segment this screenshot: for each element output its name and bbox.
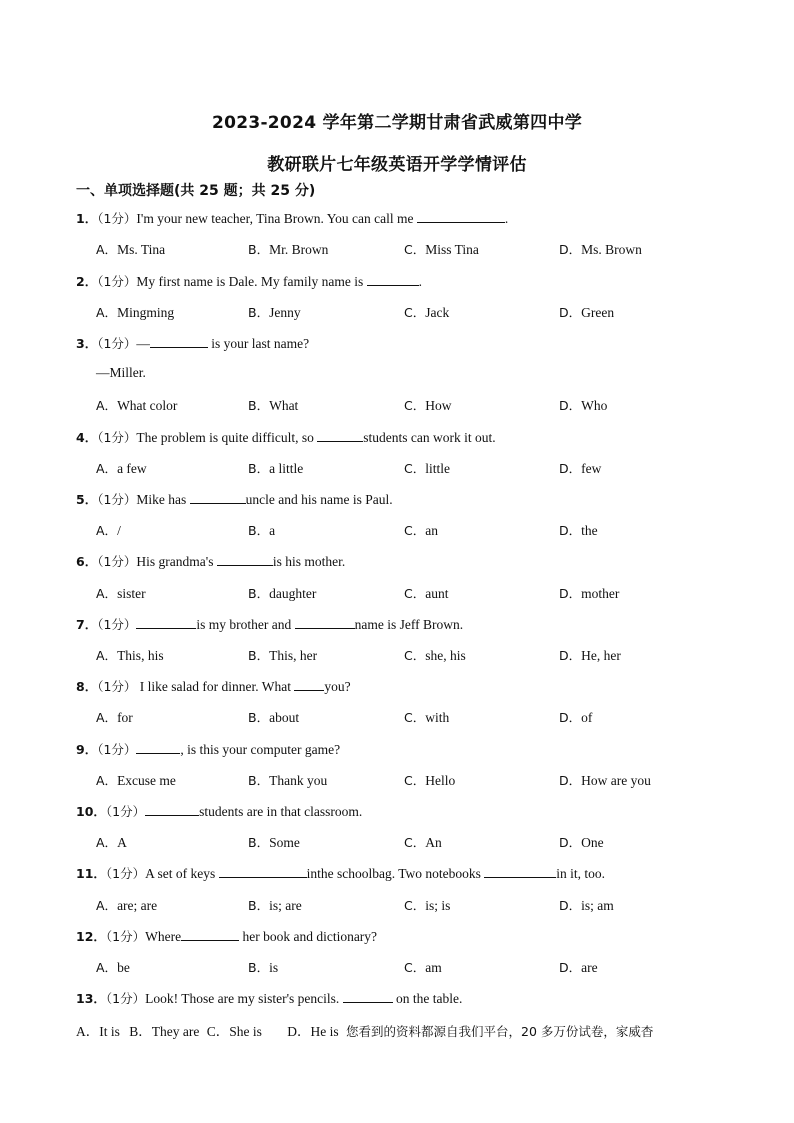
- answer-blank: [136, 616, 196, 629]
- answer-blank: [181, 928, 239, 941]
- option-text: What: [269, 398, 299, 413]
- option-d[interactable]: [559, 396, 607, 414]
- option-letter: C．: [404, 398, 426, 413]
- option-a[interactable]: [96, 771, 176, 789]
- option-letter: A．: [96, 773, 118, 788]
- option-text: a few: [117, 461, 147, 476]
- option-b[interactable]: [248, 303, 301, 321]
- option-text: This, her: [269, 648, 318, 663]
- option-letter: C．: [404, 461, 426, 476]
- question-text: Look! Those are my sister's pencils.: [145, 991, 343, 1006]
- option-letter: D．: [559, 398, 582, 413]
- option-a[interactable]: [96, 459, 147, 477]
- question-number: 11．: [76, 866, 106, 881]
- option-letter: B．: [248, 773, 270, 788]
- question-12: [76, 927, 377, 945]
- option-text: be: [117, 960, 130, 975]
- answer-blank: [295, 616, 355, 629]
- question-number: 12．: [76, 929, 106, 944]
- option-text: What color: [117, 398, 178, 413]
- option-text: little: [425, 461, 450, 476]
- option-b[interactable]: [248, 396, 298, 414]
- option-text: Hello: [425, 773, 456, 788]
- option-a[interactable]: [96, 646, 164, 664]
- answer-blank: [343, 990, 393, 1003]
- question-text: name is Jeff Brown.: [354, 617, 464, 632]
- question-6: [76, 552, 345, 570]
- option-letter: B．: [248, 586, 270, 601]
- option-text: Thank you: [269, 773, 328, 788]
- question-score: （1分）: [97, 554, 137, 569]
- option-text: Green: [581, 305, 615, 320]
- option-text: He is: [310, 1024, 339, 1039]
- option-c[interactable]: [404, 646, 466, 664]
- question-number: 2．: [76, 274, 98, 289]
- answer-blank: [145, 803, 199, 816]
- option-text: It is: [99, 1024, 120, 1039]
- option-letter: A．: [96, 648, 118, 663]
- option-letter: A．: [76, 1024, 100, 1039]
- option-letter: C．: [404, 710, 426, 725]
- exam-title-line2: 教研联片七年级英语开学学情评估: [267, 155, 527, 175]
- question-4: [76, 428, 496, 446]
- question-text: inthe schoolbag. Two notebooks: [306, 866, 485, 881]
- option-letter: C．: [404, 773, 426, 788]
- option-text: mother: [581, 586, 620, 601]
- question-text: in it, too.: [556, 866, 606, 881]
- option-text: Excuse me: [117, 773, 176, 788]
- option-a[interactable]: [96, 833, 127, 851]
- option-letter: D．: [559, 960, 582, 975]
- option-b[interactable]: [248, 771, 327, 789]
- question-5: [76, 490, 393, 508]
- question-9: [76, 740, 340, 758]
- option-letter: B．: [248, 960, 270, 975]
- option-a[interactable]: [96, 896, 157, 914]
- question-number: 10．: [76, 804, 106, 819]
- option-b[interactable]: [248, 240, 328, 258]
- question-3: [76, 334, 309, 352]
- option-letter: D．: [559, 710, 582, 725]
- option-c[interactable]: [404, 896, 450, 914]
- option-letter: C．: [404, 242, 426, 257]
- question-text: on the table.: [392, 991, 463, 1006]
- option-b[interactable]: [248, 521, 275, 539]
- answer-blank: [294, 678, 324, 691]
- question-text: The problem is quite difficult, so: [136, 430, 318, 445]
- option-letter: B．: [248, 523, 270, 538]
- option-letter: A．: [96, 710, 118, 725]
- option-text: A: [117, 835, 127, 850]
- option-text: with: [425, 710, 450, 725]
- option-text: She is: [229, 1024, 262, 1039]
- question-score: （1分）: [97, 430, 137, 445]
- question-number: 6．: [76, 554, 98, 569]
- option-b[interactable]: [248, 646, 317, 664]
- option-c[interactable]: [404, 240, 479, 258]
- question-1: [76, 209, 508, 227]
- question-text: My first name is Dale. My family name is: [136, 274, 367, 289]
- option-text: is: [269, 960, 279, 975]
- option-letter: A．: [96, 586, 118, 601]
- answer-blank: [484, 865, 556, 878]
- option-text: Miss Tina: [425, 242, 479, 257]
- question-score: （1分）: [97, 617, 137, 632]
- option-letter: D．: [559, 305, 582, 320]
- question-text: A set of keys: [145, 866, 219, 881]
- option-d[interactable]: [559, 521, 598, 539]
- option-text: about: [269, 710, 300, 725]
- question-13: [76, 989, 462, 1007]
- option-letter: B．: [248, 898, 270, 913]
- option-letter: C．: [404, 648, 426, 663]
- option-letter: B．: [248, 648, 270, 663]
- option-letter: B．: [248, 461, 270, 476]
- question-2: [76, 272, 422, 290]
- question-text: students are in that classroom.: [199, 804, 363, 819]
- option-letter: A．: [96, 523, 118, 538]
- option-text: she, his: [425, 648, 466, 663]
- option-b[interactable]: [248, 459, 303, 477]
- option-letter: B．: [129, 1024, 152, 1039]
- option-letter: C．: [404, 960, 426, 975]
- option-letter: A．: [96, 398, 118, 413]
- question-text: students can work it out.: [363, 430, 496, 445]
- option-d[interactable]: [559, 646, 621, 664]
- option-text: is; is: [425, 898, 451, 913]
- option-letter: A．: [96, 461, 118, 476]
- option-text: Mingming: [117, 305, 175, 320]
- question-text: , is this your computer game?: [180, 742, 341, 757]
- answer-blank: [190, 491, 246, 504]
- option-letter: C．: [404, 898, 426, 913]
- answer-blank: [417, 210, 505, 223]
- option-text: Ms. Tina: [117, 242, 166, 257]
- option-text: They are: [151, 1024, 200, 1039]
- question-text: her book and dictionary?: [239, 929, 378, 944]
- question-8: [76, 677, 351, 695]
- option-letter: D．: [559, 586, 582, 601]
- option-b[interactable]: [248, 584, 316, 602]
- question-score: （1分）: [97, 274, 137, 289]
- option-text: daughter: [269, 586, 317, 601]
- option-letter: D．: [287, 1024, 311, 1039]
- option-letter: C．: [404, 523, 426, 538]
- option-text: of: [581, 710, 593, 725]
- option-c[interactable]: [404, 708, 449, 726]
- question-number: 8．: [76, 679, 98, 694]
- option-text: He, her: [581, 648, 621, 663]
- option-text: are; are: [117, 898, 158, 913]
- option-letter: D．: [559, 523, 582, 538]
- question-text: I'm your new teacher, Tina Brown. You can call me: [136, 211, 417, 226]
- option-text: is; are: [269, 898, 302, 913]
- option-text: sister: [117, 586, 146, 601]
- question-text: is his mother.: [272, 554, 346, 569]
- option-c[interactable]: [404, 396, 451, 414]
- option-b[interactable]: [248, 708, 299, 726]
- option-b[interactable]: [248, 833, 300, 851]
- question-3-reply: —Miller.: [96, 365, 146, 380]
- question-text: .: [418, 274, 422, 289]
- option-letter: D．: [559, 242, 582, 257]
- option-letter: C．: [404, 305, 426, 320]
- question-number: 1．: [76, 211, 98, 226]
- option-text: for: [117, 710, 133, 725]
- option-text: Ms. Brown: [581, 242, 642, 257]
- answer-blank: [367, 273, 419, 286]
- question-score: （1分）: [105, 804, 146, 819]
- question-number: 4．: [76, 430, 98, 445]
- option-c[interactable]: [404, 459, 450, 477]
- option-text: /: [117, 523, 121, 538]
- option-d[interactable]: [559, 584, 619, 602]
- question-text: you?: [324, 679, 351, 694]
- question-number: 3．: [76, 336, 98, 351]
- question-text: Mike has: [136, 492, 190, 507]
- option-text: An: [425, 835, 442, 850]
- option-letter: C．: [206, 1024, 230, 1039]
- answer-blank: [136, 741, 180, 754]
- option-b[interactable]: [248, 896, 302, 914]
- watermark-text: 您看到的资料都源自我们平台，20 多万份试卷，家威杳: [346, 1024, 654, 1039]
- answer-blank: [317, 429, 363, 442]
- section-heading: 一、单项选择题(共 25 题；共 25 分): [76, 183, 316, 199]
- option-c[interactable]: [404, 771, 455, 789]
- question-7: [76, 615, 463, 633]
- option-b[interactable]: [129, 1024, 199, 1039]
- option-d[interactable]: [287, 1024, 338, 1039]
- option-a[interactable]: [96, 303, 174, 321]
- answer-blank: [219, 865, 307, 878]
- option-d[interactable]: [559, 958, 598, 976]
- question-number: 13．: [76, 991, 106, 1006]
- question-text: is your last name?: [207, 336, 310, 351]
- option-text: This, his: [117, 648, 164, 663]
- option-letter: D．: [559, 773, 582, 788]
- option-a[interactable]: [96, 240, 165, 258]
- option-text: How: [425, 398, 452, 413]
- option-text: How are you: [581, 773, 651, 788]
- option-letter: A．: [96, 960, 118, 975]
- option-letter: D．: [559, 648, 582, 663]
- question-text: I like salad for dinner. What: [136, 679, 295, 694]
- question-score: （1分）: [97, 336, 137, 351]
- question-text: is my brother and: [196, 617, 295, 632]
- option-letter: B．: [248, 710, 270, 725]
- option-c[interactable]: [404, 303, 449, 321]
- answer-blank: [217, 553, 273, 566]
- option-letter: A．: [96, 835, 118, 850]
- question-number: 5．: [76, 492, 98, 507]
- option-d[interactable]: [559, 459, 601, 477]
- option-d[interactable]: [559, 771, 651, 789]
- option-d[interactable]: [559, 708, 592, 726]
- option-text: am: [425, 960, 442, 975]
- option-letter: B．: [248, 242, 270, 257]
- option-text: Who: [581, 398, 608, 413]
- option-letter: A．: [96, 305, 118, 320]
- option-b[interactable]: [248, 958, 278, 976]
- question-text: uncle and his name is Paul.: [245, 492, 393, 507]
- question-score: （1分）: [105, 866, 146, 881]
- option-a[interactable]: [96, 958, 130, 976]
- option-letter: B．: [248, 305, 270, 320]
- question-13-options-line: [76, 1020, 653, 1040]
- question-number: 7．: [76, 617, 98, 632]
- option-letter: D．: [559, 898, 582, 913]
- option-a[interactable]: [96, 396, 177, 414]
- question-score: （1分）: [97, 679, 137, 694]
- option-letter: B．: [248, 835, 270, 850]
- question-text: —: [136, 336, 150, 351]
- option-text: an: [425, 523, 438, 538]
- option-text: Mr. Brown: [269, 242, 329, 257]
- option-text: Some: [269, 835, 300, 850]
- question-text: .: [504, 211, 509, 226]
- option-c[interactable]: [404, 521, 438, 539]
- option-c[interactable]: [404, 958, 442, 976]
- question-11: [76, 864, 605, 882]
- option-text: are: [581, 960, 598, 975]
- option-c[interactable]: [404, 584, 448, 602]
- option-text: is; am: [581, 898, 614, 913]
- option-text: aunt: [425, 586, 449, 601]
- option-a[interactable]: [96, 521, 121, 539]
- question-score: （1分）: [97, 742, 137, 757]
- question-score: （1分）: [97, 492, 137, 507]
- option-text: the: [581, 523, 598, 538]
- option-c[interactable]: [404, 833, 442, 851]
- option-letter: B．: [248, 398, 270, 413]
- option-d[interactable]: [559, 303, 614, 321]
- exam-title-line1: 2023-2024 学年第二学期甘肃省武威第四中学: [211, 113, 583, 133]
- question-text: Where: [145, 929, 182, 944]
- question-score: （1分）: [105, 929, 146, 944]
- option-d[interactable]: [559, 896, 614, 914]
- option-c[interactable]: [207, 1024, 262, 1039]
- option-text: a: [269, 523, 276, 538]
- option-letter: C．: [404, 835, 426, 850]
- option-letter: D．: [559, 461, 582, 476]
- option-a[interactable]: [76, 1024, 120, 1039]
- question-text: His grandma's: [136, 554, 217, 569]
- answer-blank: [150, 335, 208, 348]
- question-score: （1分）: [105, 991, 146, 1006]
- option-text: Jack: [425, 305, 450, 320]
- option-letter: A．: [96, 242, 118, 257]
- option-letter: D．: [559, 835, 582, 850]
- option-letter: C．: [404, 586, 426, 601]
- question-number: 9．: [76, 742, 98, 757]
- option-text: few: [581, 461, 602, 476]
- option-text: Jenny: [269, 305, 301, 320]
- question-10: [76, 802, 362, 820]
- option-letter: A．: [96, 898, 118, 913]
- option-d[interactable]: [559, 833, 604, 851]
- option-a[interactable]: [96, 584, 146, 602]
- question-score: （1分）: [97, 211, 137, 226]
- option-text: One: [581, 835, 604, 850]
- option-text: a little: [269, 461, 304, 476]
- option-a[interactable]: [96, 708, 133, 726]
- option-d[interactable]: [559, 240, 642, 258]
